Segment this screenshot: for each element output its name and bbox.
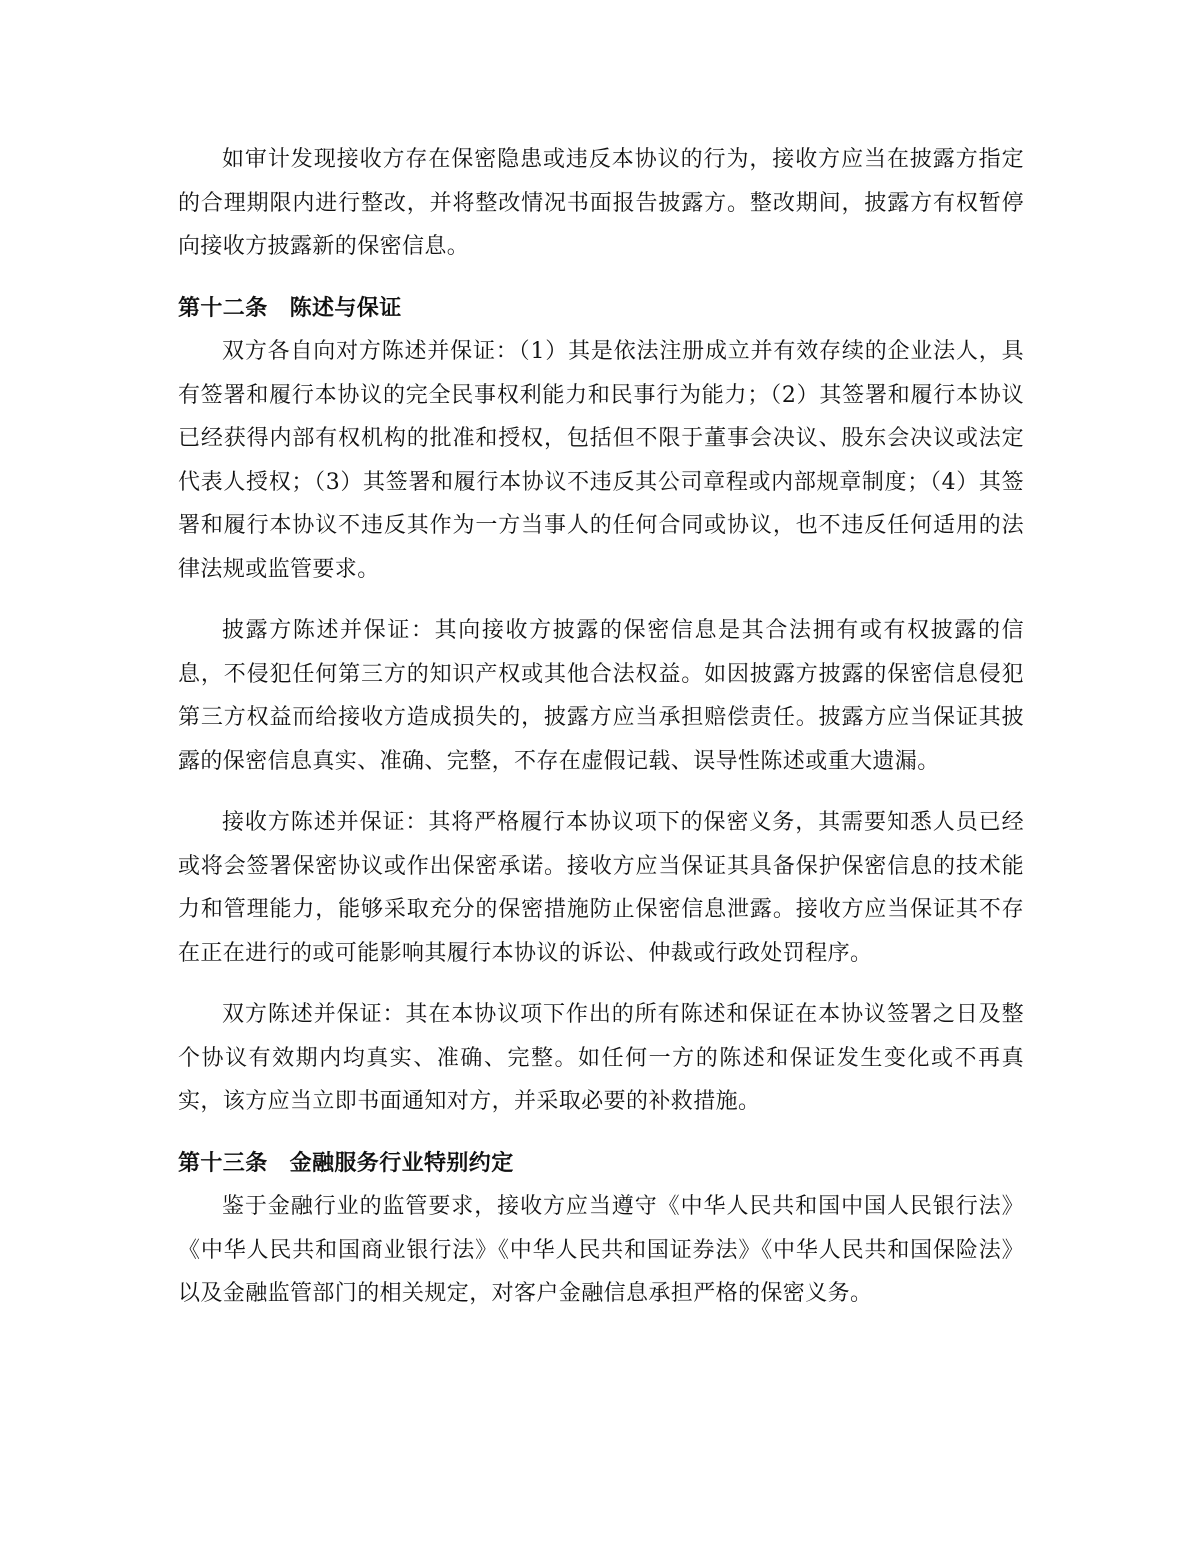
article-13-heading [178,1142,1024,1186]
article-12-paragraph-both-parties: 双方陈述并保证：其在本协议项下作出的所有陈述和保证在本协议签署之日及整个协议有效期内均真实、准确、完整。如任何一方的陈述和保证发生变化或不再真实，该方应当立即书面通知对方，并采取必要的补救措施。 [178,1002,1024,1114]
article-12-paragraph-discloser: 披露方陈述并保证：其向接收方披露的保密信息是其合法拥有或有权披露的信息，不侵犯任何第三方的知识产权或其他合法权益。如因披露方披露的保密信息侵犯第三方权益而给接收方造成损失的，披露方应当承担赔偿责任。披露方应当保证其披露的保密信息真实、准确、完整，不存在虚假记载、误导性陈述或重大遗漏。 [178,618,1024,774]
article-12-heading [178,287,1024,331]
article-12-paragraph-mutual: 双方各自向对方陈述并保证：（1）其是依法注册成立并有效存续的企业法人，具有签署和履行本协议的完全民事权利能力和民事行为能力；（2）其签署和履行本协议已经获得内部有权机构的批准和授权，包括但不限于董事会决议、股东会决议或法定代表人授权；（3）其签署和履行本协议不违反其公司章程或内部规章制度；（4）其签署和履行本协议不违反其作为一方当事人的任何合同或协议，也不违反任何适用的法律法规或监管要求。 [178,339,1024,582]
article-12-paragraph-recipient: 接收方陈述并保证：其将严格履行本协议项下的保密义务，其需要知悉人员已经或将会签署保密协议或作出保密承诺。接收方应当保证其具备保护保密信息的技术能力和管理能力，能够采取充分的保密措施防止保密信息泄露。接收方应当保证其不存在正在进行的或可能影响其履行本协议的诉讼、仲裁或行政处罚程序。 [178,810,1024,966]
paragraph-audit-rectification: 如审计发现接收方存在保密隐患或违反本协议的行为，接收方应当在披露方指定的合理期限内进行整改，并将整改情况书面报告披露方。整改期间，披露方有权暂停向接收方披露新的保密信息。 [178,147,1024,259]
article-13-number: 第十三条 [178,1150,268,1176]
article-12-title: 陈述与保证 [289,295,402,321]
article-13-paragraph-financial: 鉴于金融行业的监管要求，接收方应当遵守《中华人民共和国中国人民银行法》《中华人民共和国商业银行法》《中华人民共和国证券法》《中华人民共和国保险法》以及金融监管部门的相关规定，对客户金融信息承担严格的保密义务。 [178,1194,1024,1306]
document-page [178,138,1024,1316]
article-13-title: 金融服务行业特别约定 [289,1150,514,1176]
article-12-number: 第十二条 [178,295,268,321]
